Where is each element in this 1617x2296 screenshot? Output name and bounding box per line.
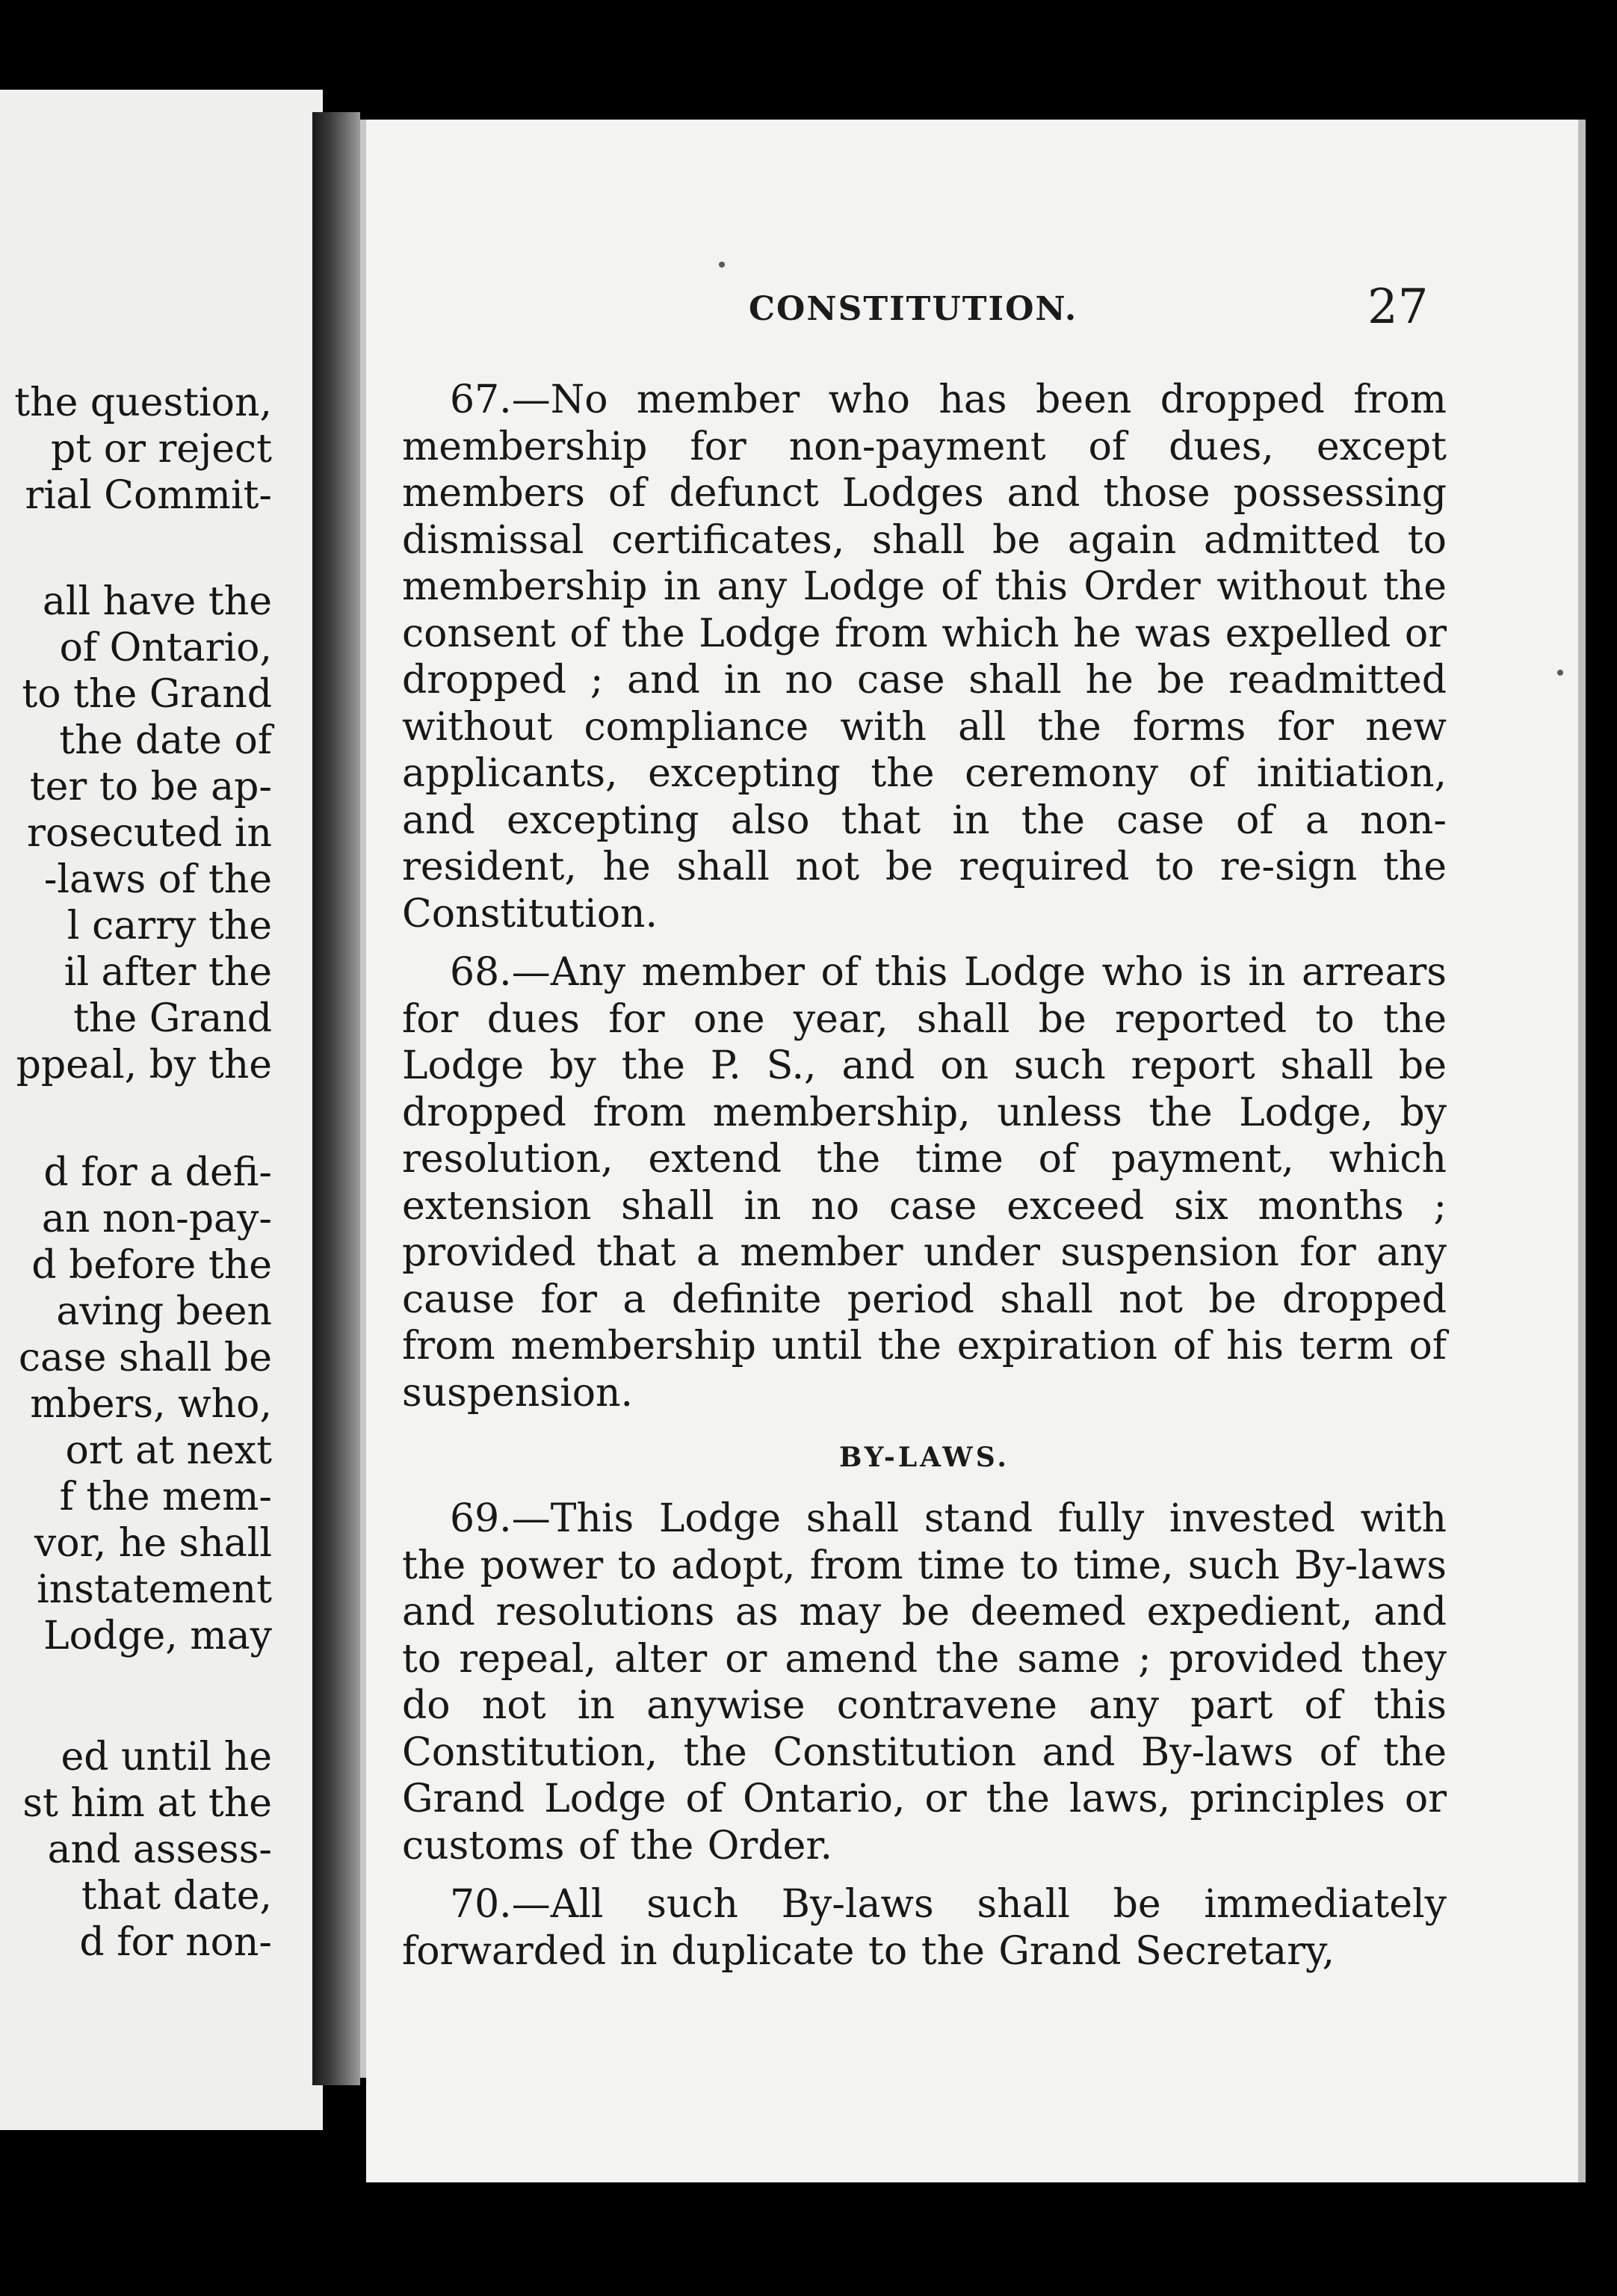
left-page-line: ort at next xyxy=(65,1428,272,1473)
page-number: 27 xyxy=(1367,280,1429,335)
left-page-line: rial Commit- xyxy=(25,473,272,518)
left-page-line: to the Grand xyxy=(22,672,272,717)
left-page-line: f the mem- xyxy=(59,1475,272,1519)
left-page-line: ter to be ap- xyxy=(29,765,272,809)
running-header-title: CONSTITUTION. xyxy=(749,290,1078,328)
left-page-line: instatement xyxy=(37,1567,272,1612)
book-gutter xyxy=(312,112,360,2085)
left-page-line: d before the xyxy=(31,1243,272,1288)
left-page-line: and assess- xyxy=(47,1827,272,1872)
right-page xyxy=(366,120,1586,2182)
section-67-paragraph: 67.—No member who has been dropped from membership for non-payment of dues, except members of defunct Lodges and those possessing dismissal certificates, shall be again admitted to membership in any Lodge of this Order without the consent of the Lodge from which he was expelled or dropped ; and in no case shall he be readmitted without compliance with all the forms for new applicants, excepting the ceremony of initiation, and excepting also that in the case of a non-resident, he shall not be required to re-sign the Constitution. xyxy=(402,377,1447,936)
section-68-paragraph: 68.—Any member of this Lodge who is in arrears for dues for one year, shall be reported to the Lodge by the P. S., and on such report shall be dropped from membership, unless the Lodge, by resolution, extend the time of payment, which extension shall in no case exceed six months ; provided that a member under suspension for any cause for a definite period shall not be dropped from membership until the expiration of his term of suspension. xyxy=(402,950,1447,1416)
left-page-line: Lodge, may xyxy=(43,1614,272,1658)
dust-speck xyxy=(719,262,725,268)
section-69-paragraph: 69.—This Lodge shall stand fully invested with the power to adopt, from time to time, such By-laws and resolutions as may be deemed expedient, and to repeal, alter or amend the same ; provided they do not in anywise contravene any part of this Constitution, the Constitution and By-laws of the Grand Lodge of Ontario, or the laws, principles or customs of the Order. xyxy=(402,1496,1447,1868)
left-page-line: il after the xyxy=(64,950,272,995)
left-page-line: ppeal, by the xyxy=(16,1043,272,1087)
dust-speck xyxy=(1557,670,1563,676)
left-page-line: the question, xyxy=(14,380,272,425)
left-facing-page xyxy=(0,90,323,2130)
left-page-line: -laws of the xyxy=(43,857,272,902)
left-page-line: rosecuted in xyxy=(27,811,272,856)
left-page-line: that date, xyxy=(81,1874,272,1919)
page-body xyxy=(402,377,1447,1975)
left-page-line: an non-pay- xyxy=(41,1197,272,1241)
section-70-paragraph: 70.—All such By-laws shall be immediately forwarded in duplicate to the Grand Secretary, xyxy=(402,1882,1447,1974)
left-page-line: ed until he xyxy=(61,1735,272,1780)
left-page-line: d for non- xyxy=(79,1920,272,1965)
left-page-line: case shall be xyxy=(18,1336,272,1380)
left-page-line: st him at the xyxy=(22,1781,272,1826)
left-page-line: the date of xyxy=(59,718,272,763)
left-page-line: vor, he shall xyxy=(34,1521,272,1566)
left-page-line: l carry the xyxy=(67,904,272,948)
left-page-line: of Ontario, xyxy=(59,626,272,670)
left-page-line: d for a defi- xyxy=(43,1150,272,1195)
left-page-line: aving been xyxy=(56,1289,272,1334)
bylaws-heading: BY-LAWS. xyxy=(839,1442,1010,1473)
left-page-line: all have the xyxy=(42,579,272,624)
left-page-line: mbers, who, xyxy=(30,1382,272,1427)
left-page-line: pt or reject xyxy=(51,427,272,472)
left-page-line: the Grand xyxy=(73,996,272,1041)
